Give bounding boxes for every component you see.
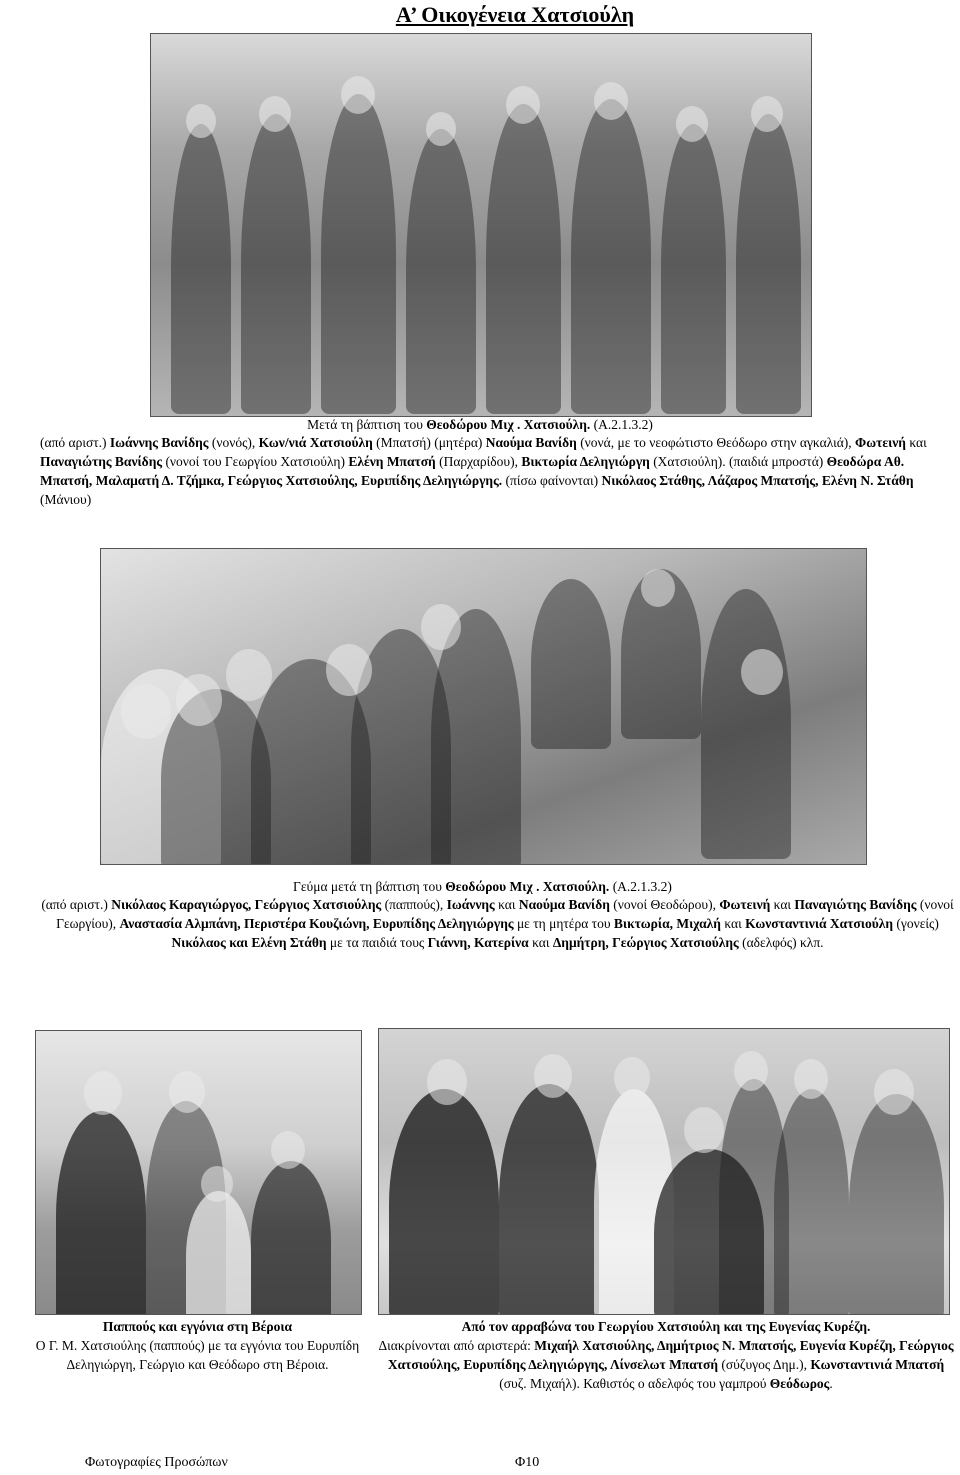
photo4-caption-body: Διακρίνονται από αριστερά: Μιχαήλ Χατσιούλης, Δημήτριος Ν. Μπατσής, Ευγενία Κυρέζη, Γεώργιος Χατσιούλης, Ευρυπίδης Δεληγιώργης, Λίνσελωτ Μπατσή (σύζυγος Δημ.), Κωνσταντινιά Μπατσή (συζ. Μιχαήλ). Καθιστός ο αδελφός του γαμπρού Θεόδωρος. — [378, 1338, 954, 1391]
photo3-caption-body: Ο Γ. Μ. Χατσιούλης (παππούς) με τα εγγόνια του Ευρυπίδη Δεληγιώργη, Γεώργιο και Θεόδωρο στη Βέροια. — [35, 1338, 360, 1372]
photo4-caption — [376, 1317, 956, 1393]
photo2-caption-line: Γεύμα μετά τη βάπτιση του Θεοδώρου Μιχ . Χατσιούλη. (Α.2.1.3.2) — [293, 879, 672, 894]
caption-text: Μετά τη βάπτιση του — [307, 417, 427, 432]
photo1-caption: (από αριστ.) Ιωάννης Βανίδης (νονός), Κων/νιά Χατσιούλη (Μπατσή) (μητέρα) Ναούμα Βανίδη (νονά, με το νεοφώτιστο Θεόδωρο στην αγκαλιά), Φωτεινή και Παναγιώτης Βανίδης (νονοί του Γεωργίου Χατσιούλη) Ελένη Μπατσή (Παρχαρίδου), Βικτωρία Δεληγιώργη (Χατσιούλη). (παιδιά μπροστά) Θεοδώρα Αθ. Μπατσή, Μαλαματή Δ. Τζήμκα, Γεώργιος Χατσιούλης, Ευριπίδης Δεληγιώργης. (πίσω φαίνονται) Νικόλαος Στάθης, Λάζαρος Μπατσής, Ελένη Ν. Στάθη (Μάνιου) — [40, 435, 927, 507]
group-photo-baptism — [150, 33, 812, 417]
page-title: Α’ Οικογένεια Χατσιούλη — [395, 2, 635, 27]
footer-page-number: Φ10 — [515, 1455, 540, 1470]
caption-bold: Θεοδώρου Μιχ . Χατσιούλη. — [426, 417, 591, 432]
engagement-photo — [378, 1028, 950, 1315]
photo1-caption-line — [150, 416, 810, 434]
footer-left: Φωτογραφίες Προσώπων — [85, 1455, 228, 1470]
dinner-photo — [100, 548, 867, 865]
photo2-caption: (από αριστ.) Νικόλαος Καραγιώργος, Γεώργιος Χατσιούλης (παππούς), Ιωάννης και Ναούμα Βανίδη (νονοί Θεοδώρου), Φωτεινή και Παναγιώτης Βανίδης (νονοί Γεωργίου), Αναστασία Αλμπάνη, Περιστέρα Κουζιώνη, Ευρυπίδης Δεληγιώργης με τη μητέρα του Βικτωρία, Μιχαλή και Κωνσταντινιά Χατσιούλη (γονείς) Νικόλαος και Ελένη Στάθη με τα παιδιά τους Γιάννη, Κατερίνα και Δημήτρη, Γεώργιος Χατσιούλης (αδελφός) κλπ. — [41, 897, 954, 950]
photo3-caption — [35, 1317, 360, 1374]
photo3-caption-heading: Παππούς και εγγόνια στη Βέροια — [102, 1319, 293, 1334]
caption-text: (Α.2.1.3.2) — [590, 417, 653, 432]
grandfather-photo — [35, 1030, 362, 1315]
photo4-caption-heading: Από τον αρραβώνα του Γεωργίου Χατσιούλη και της Ευγενίας Κυρέζη. — [461, 1319, 871, 1334]
